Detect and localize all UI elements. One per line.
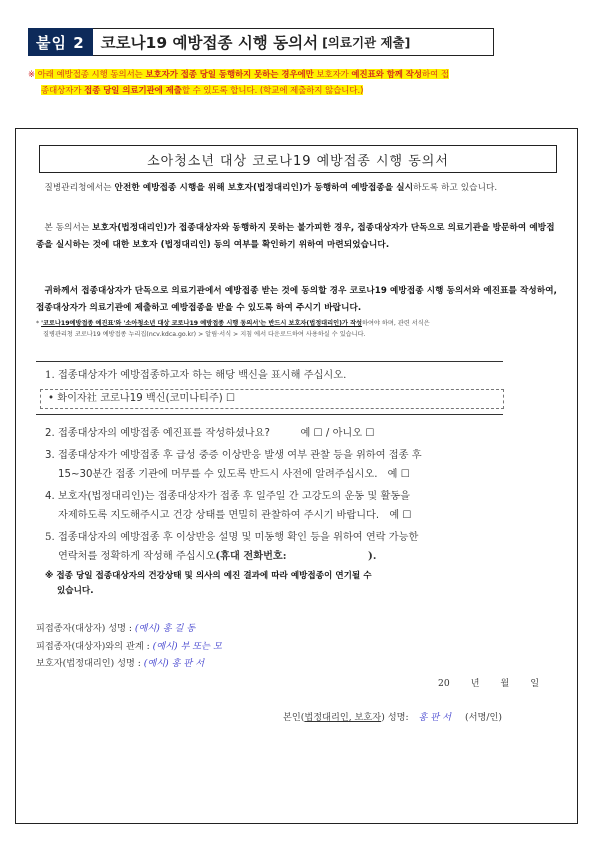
document-title <box>93 28 494 56</box>
question-5-line-1: 5. 접종대상자의 예방접종 후 이상반응 설명 및 미동행 확인 등을 위하여 연락 가능한 <box>45 532 419 543</box>
request-text: 귀하께서 접종대상자가 단독으로 의료기관에서 예방접종 받는 것에 동의할 경우 코로나19 예방접종 시행 동의서와 예진표를 작성하여, 접종대상자가 의료기관에 제출하고 예방접종을 받을 수 있도록 하여 주시기 바랍니다. <box>36 286 557 313</box>
phone-field[interactable]: (휴대 전화번호: ). <box>215 550 377 562</box>
intro-text-b: 안전한 예방접종 시행을 위해 보호자(법정대리인)가 동행하여 예방접종을 실시 <box>114 183 414 193</box>
question-4-line-1: 4. 보호자(법정대리인)는 접종대상자가 접종 후 일주일 간 고강도의 운동 및 활동을 <box>45 491 410 502</box>
signature-mark: (서명/인) <box>465 712 502 723</box>
subject-name-label: 피접종자(대상자) 성명 : <box>36 623 135 634</box>
footnote-text: 하여야 하며, 관련 서식은 <box>362 320 430 327</box>
question-3-line-1: 3. 접종대상자가 예방접종 후 급성 중증 이상반응 발생 여부 관찰 등을 위하여 접종 후 <box>45 450 422 461</box>
notice-text-2: 보호자가 접종 당일 동행하지 못하는 경우에만 <box>145 69 314 79</box>
question-4-line-2: 자제하도록 지도해주시고 건강 상태를 면밀히 관찰하여 주시기 바랍니다. 예 ☐ <box>58 510 412 521</box>
question-3[interactable] <box>45 446 510 484</box>
notice-text-3: 보호자가 <box>313 69 352 79</box>
subject-name-row <box>36 622 195 636</box>
notice-text-7: 접종 당일 의료기관에 제출 <box>84 85 182 95</box>
guardian-name-row <box>36 657 204 671</box>
date-line[interactable]: 20 년 월 일 <box>438 678 540 689</box>
guardian-name-example[interactable]: (예시) 홍 판 서 <box>143 658 205 669</box>
purpose-text-a: 본 동의서는 <box>44 223 93 233</box>
notice-text-5: 하여 접 <box>421 69 449 79</box>
question-2[interactable]: 2. 접종대상자의 예방접종 예진표를 작성하셨나요? 예 ☐ / 아니오 ☐ <box>45 428 375 439</box>
divider-bottom <box>36 414 503 415</box>
signature-text-a: 본인( <box>283 712 305 723</box>
warning-note <box>45 569 510 599</box>
footnote <box>36 318 566 340</box>
notice-text-1: 아래 예방접종 시행 동의서는 <box>35 69 146 79</box>
notice-text-8: 할 수 있도록 합니다. (학교에 제출하지 않습니다.) <box>181 85 364 95</box>
vaccine-option[interactable]: • 화이자社 코로나19 백신(코미나티주) ☐ <box>48 393 236 404</box>
document-title-text: 코로나19 예방접종 시행 동의서 <box>100 34 319 52</box>
purpose-text-b: 보호자(법정대리인)가 접종대상자와 동행하지 못하는 불가피한 경우, 접종대상자가 단독으로 의료기관을 방문하여 예방접종을 실시하는 것에 대한 보호자 (법정대리인) 동의 여부를 확인하기 위하여 마련되었습니다. <box>36 223 555 250</box>
relation-row <box>36 640 222 654</box>
form-title: 소아청소년 대상 코로나19 예방접종 시행 동의서 <box>39 145 557 173</box>
question-5 <box>45 528 510 566</box>
question-1: 1. 접종대상자가 예방접종하고자 하는 해당 백신을 표시해 주십시오. <box>45 370 347 381</box>
signature-line <box>283 709 502 723</box>
question-3-line-2: 15~30분간 접종 기관에 머무를 수 있도록 반드시 사전에 알려주십시오. 예 ☐ <box>58 469 410 480</box>
warning-line-2: 있습니다. <box>57 586 94 596</box>
footnote-bold: '코로나19예방접종 예진표'와 '소아청소년 대상 코로나19 예방접종 시행 동의서'는 반드시 보호자(법정대리인)가 작성 <box>41 320 363 327</box>
relation-label: 피접종자(대상자)와의 관계 : <box>36 641 153 652</box>
notice-text-6: 종대상자가 <box>41 85 85 95</box>
subject-name-example[interactable]: (예시) 홍 길 동 <box>134 623 196 634</box>
notice-text-4: 예진표와 함께 작성 <box>351 69 422 79</box>
notice-mark: ※ <box>28 69 36 79</box>
purpose-paragraph <box>36 220 561 254</box>
question-5-line-2: 연락처를 정확하게 작성해 주십시오 <box>58 551 216 562</box>
intro-text-c: 하도록 하고 있습니다. <box>413 183 498 193</box>
footnote-mark: * <box>36 320 42 327</box>
warning-line-1: ※ 접종 당일 접종대상자의 건강상태 및 의사의 예진 결과에 따라 예방접종이 연기될 수 <box>45 571 372 581</box>
attachment-tag: 붙임 2 <box>28 28 93 56</box>
footnote-source: 질병관리청 코로나19 예방접종 누리집(ncv.kdca.go.kr) > 알림·서식 > 지침 에서 다운로드하여 사용하실 수 있습니다. <box>43 331 366 338</box>
signature-role: 법정대리인, 보호자 <box>304 712 382 723</box>
signature-text-c: ) 성명: <box>381 712 409 723</box>
document-title-sub: [의료기관 제출] <box>322 35 411 50</box>
notice <box>28 66 573 98</box>
signature-name[interactable]: 홍 판 서 <box>418 712 452 723</box>
request-paragraph <box>36 283 561 317</box>
question-4[interactable] <box>45 487 510 525</box>
intro-paragraph <box>36 180 561 197</box>
attachment-header <box>28 28 494 56</box>
divider-top <box>36 361 503 362</box>
guardian-name-label: 보호자(법정대리인) 성명 : <box>36 658 144 669</box>
relation-example[interactable]: (예시) 부 또는 모 <box>152 641 222 652</box>
intro-text-a: 질병관리청에서는 <box>44 183 115 193</box>
